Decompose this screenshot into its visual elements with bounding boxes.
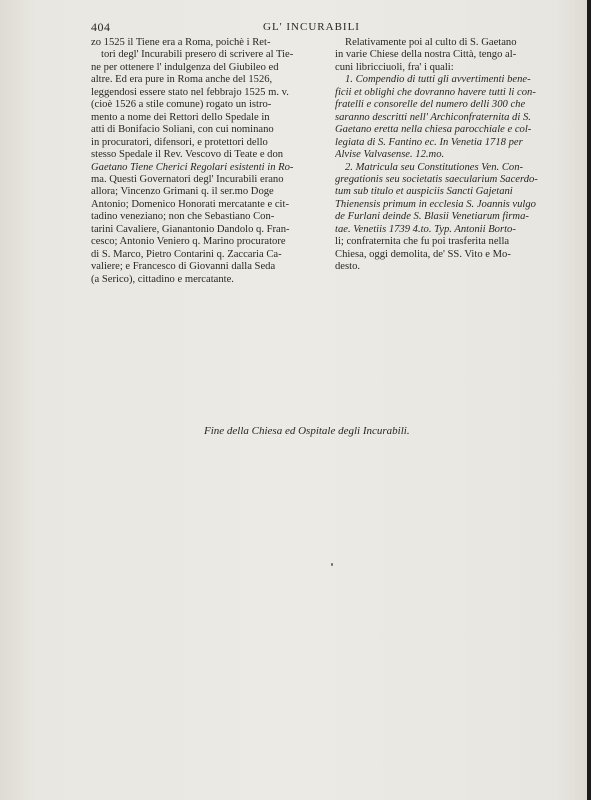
text-line: fratelli e consorelle del numero delli 300 che xyxy=(335,99,526,111)
text-line: (a Serico), cittadino e mercatante. xyxy=(91,273,234,285)
text-line: altre. Ed era pure in Roma anche del 1526, xyxy=(91,74,273,86)
text-line: ne per ottenere l' indulgenza del Giubileo ed xyxy=(91,61,279,73)
text-line: atti di Bonifacio Soliani, con cui nominano xyxy=(91,124,274,136)
text-line: Alvise Valvasense. 12.mo. xyxy=(335,149,445,161)
text-line: desto. xyxy=(335,261,361,273)
text-line: Gaetano Tiene Cherici Regolari esistenti in Ro- xyxy=(91,161,294,173)
page-edge-shadow xyxy=(587,0,591,800)
text-line: Antonio; Domenico Honorati mercatante e cit- xyxy=(91,198,289,210)
text-line: 1. Compendio di tutti gli avvertimenti bene- xyxy=(345,74,531,86)
text-line: stesso Spedale il Rev. Vescovo di Teate e don xyxy=(91,149,284,161)
text-line: di S. Marco, Pietro Contarini q. Zaccaria Ca- xyxy=(91,248,282,260)
text-line: li; confraternita che fu poi trasferita nella xyxy=(335,236,510,248)
closing-note: Fine della Chiesa ed Ospitale degli Incurabili. xyxy=(204,425,410,437)
text-line: 2. Matricula seu Constitutiones Ven. Con- xyxy=(345,161,524,173)
left-column xyxy=(91,37,318,286)
text-line: Relativamente poi al culto di S. Gaetano xyxy=(345,37,517,48)
running-title: GL' INCURABILI xyxy=(263,21,360,33)
text-line: Thienensis primum in ecclesia S. Joannis vulgo xyxy=(335,198,536,210)
text-line: tadino veneziano; non che Sebastiano Con- xyxy=(91,211,275,223)
text-line: tori degl' Incurabili presero di scrivere al Tie- xyxy=(101,49,294,61)
text-line: in procuratori, difensori, e protettori dello xyxy=(91,136,268,148)
text-line: Chiesa, oggi demolita, de' SS. Vito e Mo- xyxy=(335,248,511,260)
paper-speck xyxy=(331,563,333,566)
text-line: tarini Cavaliere, Gianantonio Dandolo q. Fran- xyxy=(91,223,290,235)
page-header xyxy=(91,20,511,38)
text-line: valiere; e Francesco di Giovanni dalla Seda xyxy=(91,261,276,273)
text-line: ficii et oblighi che dovranno havere tutti li con- xyxy=(335,86,536,98)
text-line: mento a nome dei Rettori dello Spedale in xyxy=(91,111,270,123)
right-column xyxy=(335,37,555,274)
text-line: zo 1525 il Tiene era a Roma, poichè i Ret- xyxy=(91,37,271,48)
page-number: 404 xyxy=(91,20,111,34)
text-line: saranno descritti nell' Archiconfraternita di S. xyxy=(335,111,531,123)
text-line: de Furlani deinde S. Blasii Venetiarum firma- xyxy=(335,211,529,223)
text-line: cesco; Antonio Veniero q. Marino procuratore xyxy=(91,236,286,248)
text-line: cuni libricciuoli, fra' i quali: xyxy=(335,61,454,73)
text-line: allora; Vincenzo Grimani q. il ser.mo Doge xyxy=(91,186,274,198)
text-line: tum sub titulo et auspiciis Sancti Gajetani xyxy=(335,186,513,198)
text-line: tae. Venetiis 1739 4.to. Typ. Antonii Borto- xyxy=(335,223,516,235)
text-line: in varie Chiese della nostra Città, tengo al- xyxy=(335,49,517,61)
text-line: ma. Questi Governatori degl' Incurabili erano xyxy=(91,173,284,185)
text-line: (cioè 1526 a stile comune) rogato un istro- xyxy=(91,99,272,111)
text-line: Gaetano eretta nella chiesa parocchiale e col- xyxy=(335,124,532,136)
text-line: gregationis seu societatis saecularium Sacerdo- xyxy=(335,173,538,185)
text-line: legiata di S. Fantino ec. In Venetia 1718 per xyxy=(335,136,523,148)
text-line: leggendosi essere stato nel febbrajo 1525 m. v. xyxy=(91,86,289,98)
